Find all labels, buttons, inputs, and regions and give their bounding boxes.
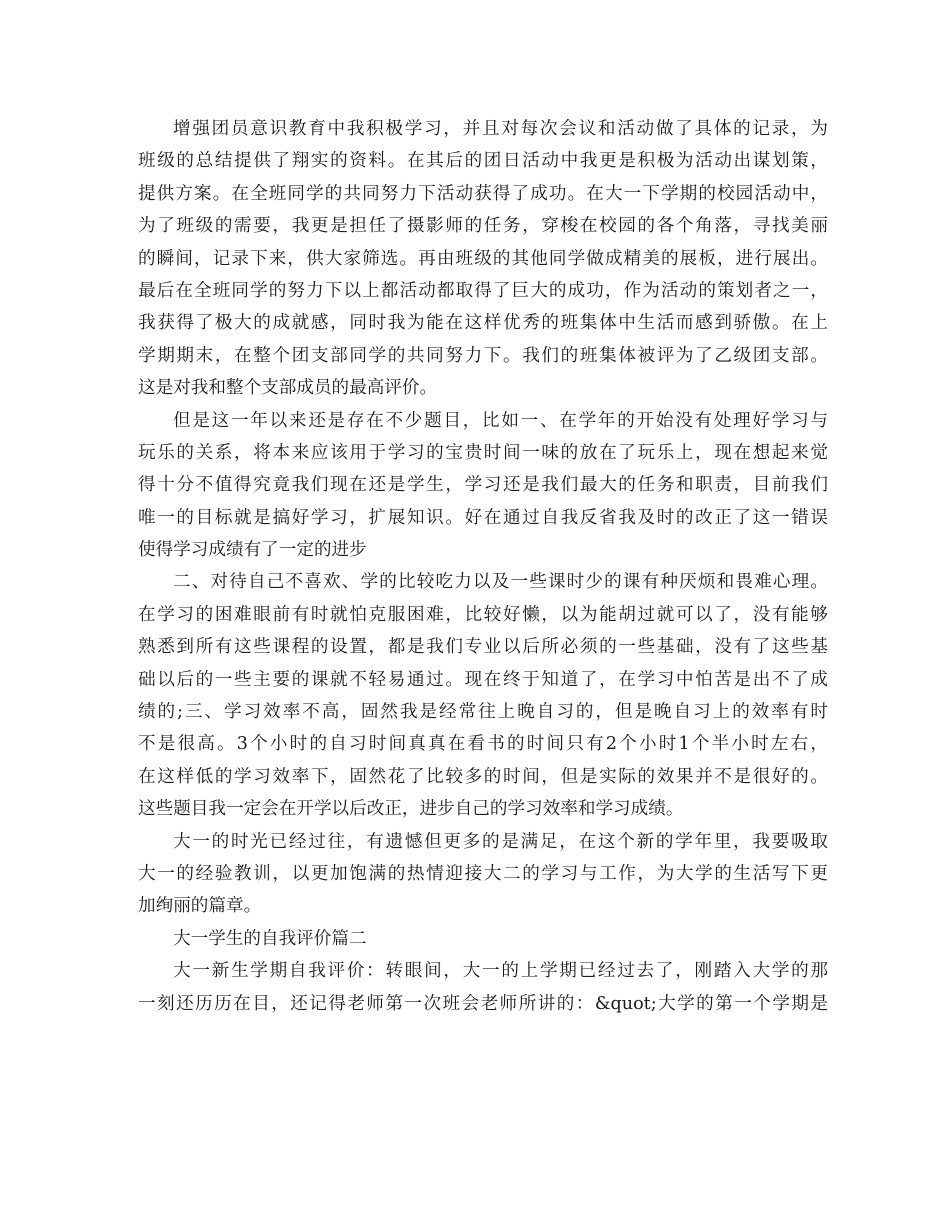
text-line: 提供方案。在全班同学的共同努力下活动获得了成功。在大一下学期的校园活动中，	[138, 183, 828, 204]
text-line: 这些题目我一定会在开学以后改正，进步自己的学习效率和学习成绩。	[138, 799, 684, 820]
text-line: 班级的总结提供了翔实的资料。在其后的团日活动中我更是积极为活动出谋划策，	[138, 151, 828, 172]
text-line: 不是很高。3个小时的自习时间真真在看书的时间只有2个小时1个半小时左右，	[138, 734, 828, 755]
text-line: 熟悉到所有这些课程的设置，都是我们专业以后所必须的一些基础，没有了这些基	[138, 637, 828, 658]
text-line: 但是这一年以来还是存在不少题目，比如一、在学年的开始没有处理好学习与	[173, 410, 828, 431]
text-line: 础以后的一些主要的课就不轻易通过。现在终于知道了，在学习中怕苦是出不了成	[138, 669, 828, 690]
text-line: 得十分不值得究竟我们现在还是学生，学习还是我们最大的任务和职责，目前我们	[138, 475, 828, 496]
text-line: 使得学习成绩有了一定的进步	[138, 540, 367, 561]
text-line: 一刻还历历在目，还记得老师第一次班会老师所讲的：&quot;大学的第一个学期是	[138, 993, 828, 1014]
text-line: 我获得了极大的成就感，同时我为能在这样优秀的班集体中生活而感到骄傲。在上	[138, 313, 828, 334]
text-line: 这是对我和整个支部成员的最高评价。	[138, 378, 438, 399]
text-line: 唯一的目标就是搞好学习，扩展知识。好在通过自我反省我及时的改正了这一错误	[138, 507, 828, 528]
text-line: 的瞬间，记录下来，供大家筛选。再由班级的其他同学做成精美的展板，进行展出。	[138, 248, 828, 269]
text-line: 大一学生的自我评价篇二	[173, 928, 367, 949]
text-line: 二、对待自己不喜欢、学的比较吃力以及一些课时少的课有种厌烦和畏难心理。	[173, 572, 828, 593]
text-line: 增强团员意识教育中我积极学习，并且对每次会议和活动做了具体的记录，为	[173, 119, 828, 139]
text-line: 最后在全班同学的努力下以上都活动都取得了巨大的成功，作为活动的策划者之一，	[138, 280, 828, 301]
text-line: 在学习的困难眼前有时就怕克服困难，比较好懒，以为能胡过就可以了，没有能够	[138, 604, 828, 625]
text-line: 绩的;三、学习效率不高，固然我是经常往上晚自习的，但是晚自习上的效率有时	[138, 702, 828, 723]
text-line: 玩乐的关系，将本来应该用于学习的宝贵时间一味的放在了玩乐上，现在想起来觉	[138, 442, 828, 463]
text-line: 大一新生学期自我评价：转眼间，大一的上学期已经过去了，刚踏入大学的那	[173, 961, 828, 982]
text-line: 大一的经验教训，以更加饱满的热情迎接大二的学习与工作，为大学的生活写下更	[138, 863, 828, 884]
document-body	[138, 113, 828, 1020]
text-line: 大一的时光已经过往，有遗憾但更多的是满足，在这个新的学年里，我要吸取	[173, 831, 828, 852]
text-line: 学期期末，在整个团支部同学的共同努力下。我们的班集体被评为了乙级团支部。	[138, 345, 828, 366]
text-line: 为了班级的需要，我更是担任了摄影师的任务，穿梭在校园的各个角落，寻找美丽	[138, 216, 828, 237]
text-line: 加绚丽的篇章。	[138, 896, 262, 917]
text-line: 在这样低的学习效率下，固然花了比较多的时间，但是实际的效果并不是很好的。	[138, 766, 828, 787]
